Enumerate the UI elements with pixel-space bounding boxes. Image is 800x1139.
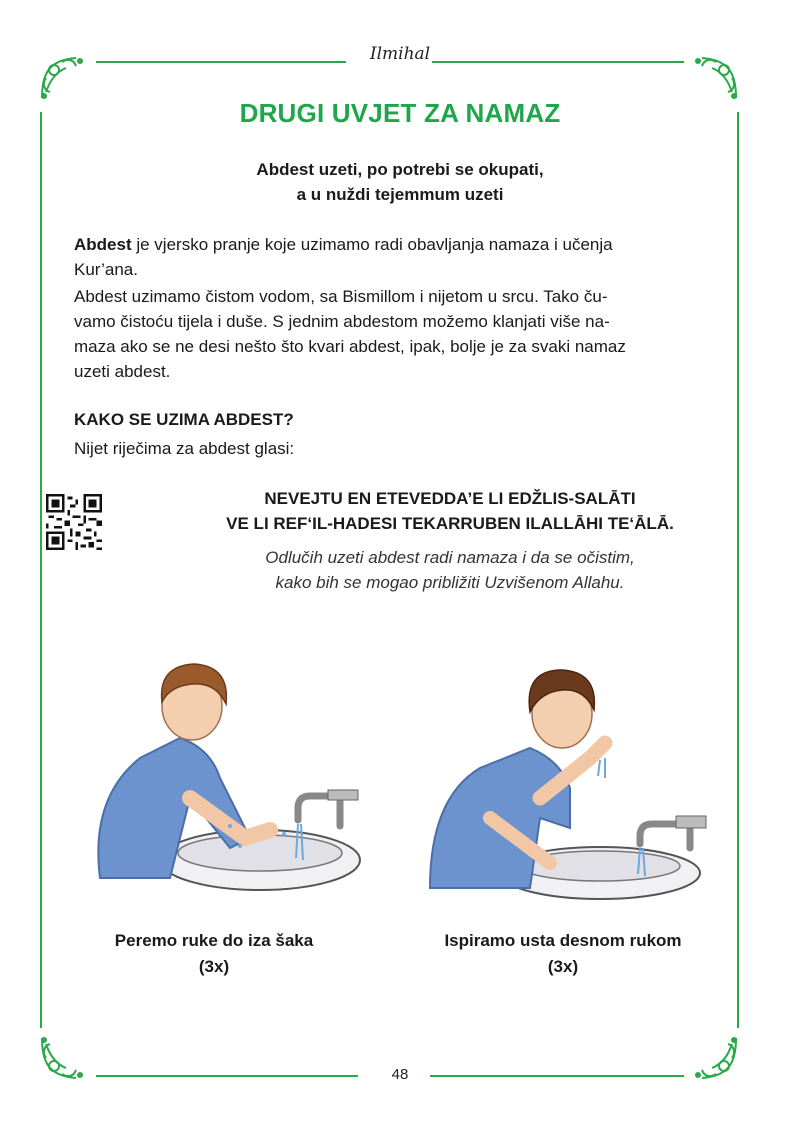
translation-line-2: kako bih se mogao približiti Uzvišenom Allahu.: [275, 573, 625, 592]
frame-left: [40, 112, 42, 1028]
step-1-caption: [92, 928, 336, 980]
body-line-3: maza ako se ne desi nešto što kvari abdest, ipak, bolje je za svaki namaz: [74, 337, 626, 356]
nijet-translation: [120, 545, 780, 595]
definition-paragraph: [74, 232, 730, 282]
nijet-line-2: VE LI REF‘IL-HADESI TEKARRUBEN ILALLĀHI TE‘ĀLĀ.: [226, 514, 674, 533]
step-2-caption-line-2: (3x): [547, 957, 579, 976]
body-line-1: Abdest uzimamo čistom vodom, sa Bismillom i nijetom u srcu. Tako ču-: [74, 287, 608, 306]
nijet-arabic-transliteration: [120, 486, 780, 536]
term-abdest: Abdest: [74, 235, 132, 254]
illustration-rinsing-mouth: [420, 648, 720, 908]
step-1-caption-line-2: (3x): [198, 957, 230, 976]
running-header: Ilmihal: [369, 44, 431, 64]
subtitle: [0, 157, 800, 207]
body-line-4: uzeti abdest.: [74, 362, 171, 381]
body-paragraph: [74, 284, 730, 384]
definition-line-1: [74, 232, 730, 257]
qr-code-icon[interactable]: [46, 494, 102, 550]
step-2-caption: [418, 928, 708, 980]
section-intro: Nijet riječima za abdest glasi:: [74, 439, 295, 458]
body-line-2: vamo čistoću tijela i duše. S jednim abdestom možemo klanjati više na-: [74, 312, 610, 331]
step-2-caption-line-1: Ispiramo usta desnom rukom: [444, 931, 682, 950]
section-heading: KAKO SE UZIMA ABDEST?: [74, 410, 294, 429]
definition-text: je vjersko pranje koje uzimamo radi obavljanja namaza i učenja: [131, 235, 613, 254]
definition-line-2: Kur’ana.: [74, 260, 138, 279]
nijet-line-1: NEVEJTU EN ETEVEDDA’E LI EDŽLIS-SALĀTI: [264, 489, 636, 508]
page-title: DRUGI UVJET ZA NAMAZ: [239, 98, 561, 128]
step-1-caption-line-1: Peremo ruke do iza šaka: [114, 931, 314, 950]
subtitle-line-1: Abdest uzeti, po potrebi se okupati,: [256, 160, 544, 179]
illustration-washing-hands: [70, 648, 370, 908]
translation-line-1: Odlučih uzeti abdest radi namaza i da se očistim,: [265, 548, 635, 567]
subtitle-line-2: a u nuždi tejemmum uzeti: [296, 185, 504, 204]
page-number: 48: [391, 1066, 409, 1083]
